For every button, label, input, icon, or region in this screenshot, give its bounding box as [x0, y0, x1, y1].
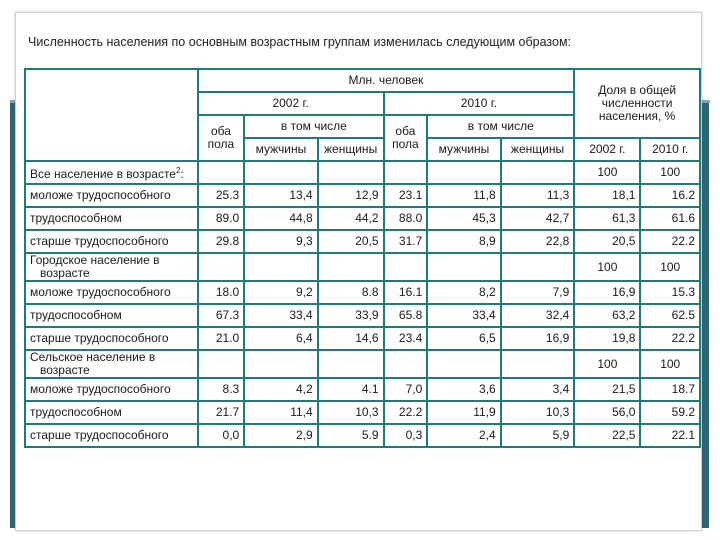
header-both-line1: оба: [395, 124, 416, 138]
table-cell: 22.2: [384, 401, 428, 424]
table-cell: 19,8: [574, 327, 640, 350]
table-cell: 10,3: [318, 401, 384, 424]
group-label-urban-line1: Городское население в: [30, 253, 160, 267]
table-cell: 33,4: [244, 304, 317, 327]
table-cell: 44,8: [244, 207, 317, 230]
group-label-rural-line2: возрасте: [40, 363, 90, 377]
header-row-1: [25, 69, 700, 92]
header-year-2002: 2002 г.: [198, 92, 384, 115]
table-cell: 67.3: [198, 304, 245, 327]
table-cell: [198, 350, 245, 378]
table-cell: 21.7: [198, 401, 245, 424]
header-share-line3: населения, %: [598, 109, 676, 123]
table-cell: [318, 253, 384, 281]
table-cell: 9,3: [244, 230, 317, 253]
table-cell: [318, 350, 384, 378]
table-cell: 18,1: [574, 184, 640, 207]
table-cell: 16,9: [501, 327, 575, 350]
table-cell: 23.1: [384, 184, 428, 207]
table-cell: 8,2: [427, 281, 500, 304]
table-cell: 88.0: [384, 207, 428, 230]
row-label: трудоспособном: [25, 304, 198, 327]
header-share-line1: Доля в общей: [598, 83, 677, 97]
table-cell: [501, 161, 575, 184]
table-cell: 63,2: [574, 304, 640, 327]
table-cell: 61,3: [574, 207, 640, 230]
group-share-2002: 100: [574, 253, 640, 281]
table-cell: 23.4: [384, 327, 428, 350]
table-row: [25, 230, 700, 253]
table-cell: 18.7: [640, 378, 700, 401]
table-cell: 4,2: [244, 378, 317, 401]
row-label: моложе трудоспособного: [25, 281, 198, 304]
header-both-line2: пола: [207, 137, 235, 151]
table-cell: 31.7: [384, 230, 428, 253]
table-cell: [427, 350, 500, 378]
group-share-2010: 100: [640, 350, 700, 378]
header-both-line2: пола: [392, 137, 419, 151]
table-cell: 29.8: [198, 230, 245, 253]
row-label: трудоспособном: [25, 207, 198, 230]
table-cell: 2,4: [427, 424, 500, 447]
table-cell: 11,9: [427, 401, 500, 424]
table-cell: [244, 253, 317, 281]
header-including-2010: в том числе: [427, 115, 574, 138]
table-cell: 33,4: [427, 304, 500, 327]
table-cell: [427, 253, 500, 281]
header-both-sexes-2010: [384, 115, 428, 161]
table-cell: 11,8: [427, 184, 500, 207]
row-label: старше трудоспособного: [25, 230, 198, 253]
table-cell: 16.2: [640, 184, 700, 207]
table-cell: [318, 161, 384, 184]
footnote-mark: 2: [175, 166, 181, 175]
table-cell: [244, 161, 317, 184]
table-row: [25, 424, 700, 447]
table-cell: 16.1: [384, 281, 428, 304]
table-cell: 7,0: [384, 378, 428, 401]
header-men-2010: мужчины: [427, 138, 500, 161]
header-mln-people: Млн. человек: [198, 69, 575, 92]
row-label: старше трудоспособного: [25, 424, 198, 447]
table-cell: 32,4: [501, 304, 575, 327]
header-year-2010: 2010 г.: [384, 92, 575, 115]
group-share-2010: 100: [640, 253, 700, 281]
group-row-total: [25, 161, 700, 184]
group-label-rural-line1: Сельское население в: [30, 350, 156, 364]
table-cell: 11,3: [501, 184, 575, 207]
table-row: [25, 401, 700, 424]
table-cell: 6,4: [244, 327, 317, 350]
table-cell: 44,2: [318, 207, 384, 230]
table-cell: 25.3: [198, 184, 245, 207]
table-caption: Численность населения по основным возрастным группам изменилась следующим образом:: [28, 35, 572, 49]
table-row: [25, 184, 700, 207]
header-both-line1: оба: [210, 124, 231, 138]
table-cell: [198, 253, 245, 281]
table-cell: 6,5: [427, 327, 500, 350]
population-table: [24, 68, 701, 448]
table-cell: 21.0: [198, 327, 245, 350]
table-cell: 18.0: [198, 281, 245, 304]
row-label: моложе трудоспособного: [25, 184, 198, 207]
header-share-2010: 2010 г.: [640, 138, 700, 161]
group-label-total-text: Все население в возрасте: [30, 167, 176, 181]
table-cell: 3,6: [427, 378, 500, 401]
table-cell: [384, 350, 428, 378]
table-cell: 65.8: [384, 304, 428, 327]
table-cell: 56,0: [574, 401, 640, 424]
table-cell: 14,6: [318, 327, 384, 350]
table-cell: 22,8: [501, 230, 575, 253]
table-cell: 5,9: [501, 424, 575, 447]
table-cell: [384, 253, 428, 281]
table-cell: 20,5: [318, 230, 384, 253]
table-cell: 22,5: [574, 424, 640, 447]
table-cell: 62.5: [640, 304, 700, 327]
header-share-2002: 2002 г.: [574, 138, 640, 161]
table-cell: [198, 161, 245, 184]
table-cell: [384, 161, 428, 184]
table-cell: 10,3: [501, 401, 575, 424]
table-cell: 11,4: [244, 401, 317, 424]
table-row: [25, 378, 700, 401]
table-cell: 22.2: [640, 327, 700, 350]
table-row: [25, 281, 700, 304]
table-cell: 8.8: [318, 281, 384, 304]
table-cell: [244, 350, 317, 378]
table-cell: 61.6: [640, 207, 700, 230]
table-cell: 22.2: [640, 230, 700, 253]
table-cell: 12,9: [318, 184, 384, 207]
group-share-2010: 100: [640, 161, 700, 184]
header-both-sexes-2002: [198, 115, 245, 161]
table-row: [25, 304, 700, 327]
group-row-urban: [25, 253, 700, 281]
table-cell: 45,3: [427, 207, 500, 230]
table-cell: 9,2: [244, 281, 317, 304]
header-share: [574, 69, 700, 138]
group-share-2002: 100: [574, 161, 640, 184]
table-cell: 42,7: [501, 207, 575, 230]
header-men-2002: мужчины: [244, 138, 317, 161]
table-cell: 21,5: [574, 378, 640, 401]
row-label: старше трудоспособного: [25, 327, 198, 350]
row-label: моложе трудоспособного: [25, 378, 198, 401]
table-cell: 20,5: [574, 230, 640, 253]
table-cell: [501, 350, 575, 378]
table-cell: 22.1: [640, 424, 700, 447]
table-cell: 4.1: [318, 378, 384, 401]
table-cell: [427, 161, 500, 184]
group-share-2002: 100: [574, 350, 640, 378]
table-cell: 15.3: [640, 281, 700, 304]
document-page: [15, 12, 702, 531]
table-cell: [501, 253, 575, 281]
group-label-total: [25, 161, 198, 184]
table-cell: 3,4: [501, 378, 575, 401]
table-cell: 0,3: [384, 424, 428, 447]
table-cell: 8.3: [198, 378, 245, 401]
header-share-line2: численности: [601, 96, 673, 110]
header-women-2010: женщины: [501, 138, 575, 161]
row-label: трудоспособном: [25, 401, 198, 424]
table-cell: 2,9: [244, 424, 317, 447]
table-cell: 16,9: [574, 281, 640, 304]
table-cell: 59.2: [640, 401, 700, 424]
header-corner-cell: [25, 69, 198, 161]
table-cell: 5.9: [318, 424, 384, 447]
table-cell: 0,0: [198, 424, 245, 447]
group-label-total-suffix: :: [180, 167, 184, 181]
table-cell: 89.0: [198, 207, 245, 230]
header-including-2002: в том числе: [244, 115, 383, 138]
table-cell: 7,9: [501, 281, 575, 304]
table-cell: 33,9: [318, 304, 384, 327]
table-row: [25, 327, 700, 350]
group-label-rural: [25, 350, 198, 378]
group-row-rural: [25, 350, 700, 378]
table-cell: 13,4: [244, 184, 317, 207]
header-women-2002: женщины: [318, 138, 384, 161]
table-row: [25, 207, 700, 230]
group-label-urban-line2: возрасте: [40, 266, 90, 280]
group-label-urban: [25, 253, 198, 281]
table-cell: 8,9: [427, 230, 500, 253]
